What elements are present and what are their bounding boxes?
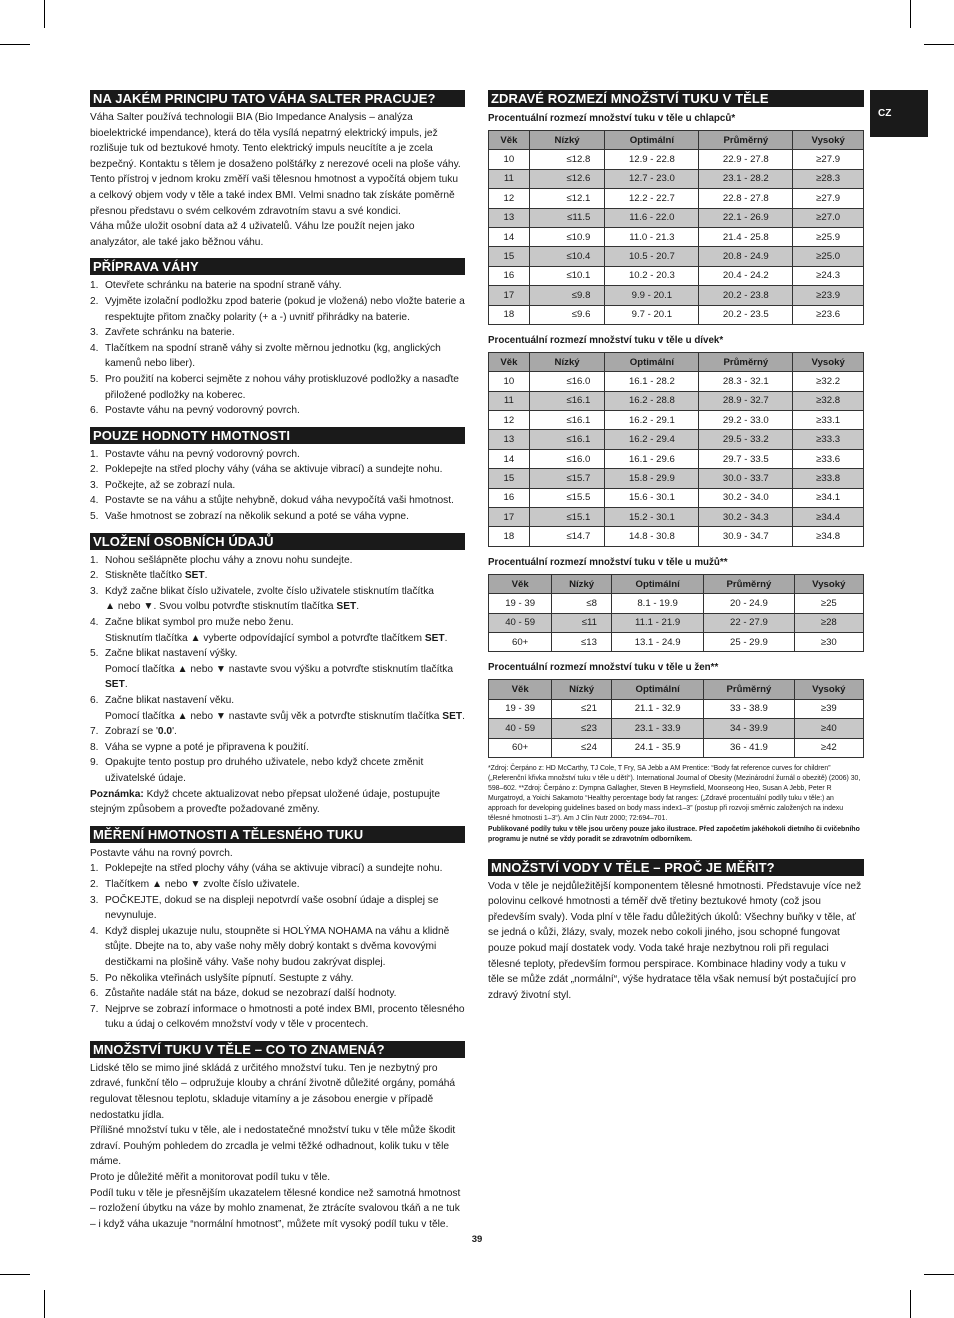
section-heading: MNOŽSTVÍ TUKU V TĚLE – CO TO ZNAMENÁ? xyxy=(90,1041,465,1058)
section-heading: PŘÍPRAVA VÁHY xyxy=(90,258,465,275)
table-row xyxy=(489,738,864,757)
table-title: Procentuální rozmezí množství tuku v těle u dívek* xyxy=(488,334,724,346)
section-preparation xyxy=(90,258,465,418)
table-cell: ≥33.6 xyxy=(793,449,864,468)
table-header-row xyxy=(489,352,864,371)
table-cell: 12.7 - 23.0 xyxy=(605,169,699,188)
table-cell: ≤15.1 xyxy=(529,508,605,527)
table-cell: ≥28 xyxy=(794,613,863,632)
table-cell: 20.8 - 24.9 xyxy=(699,247,793,266)
note: Poznámka: Když chcete aktualizovat nebo přepsat uložené údaje, postupujte stejným způsobem a proveďte požadované změny. xyxy=(90,788,441,816)
table-cell: ≥39 xyxy=(794,699,863,718)
paragraph: Podíl tuku v těle je přesnějším ukazatelem tělesné kondice než samotná hmotnost – rozložení úbytku na váze by mohlo znamenat, že ztrácíte svalovou tkáň a ne tuk – i když váha ukazuje “normální hmotnost”, můžete mít vysoký podíl tuku v těle. xyxy=(90,1187,461,1230)
section-heading: VLOŽENÍ OSOBNÍCH ÚDAJŮ xyxy=(90,533,465,550)
table-cell: 10 xyxy=(489,150,530,169)
table-cell: ≤8 xyxy=(552,594,612,613)
column-header: Vysoký xyxy=(794,680,863,699)
list-item: 1. Postavte váhu na pevný vodorovný povrch. xyxy=(90,448,300,460)
section-heading: MĚŘENÍ HMOTNOSTI A TĚLESNÉHO TUKU xyxy=(90,826,465,843)
table-cell: 9.9 - 20.1 xyxy=(605,286,699,305)
paragraph: Váha Salter používá technologii BIA (Bio Impedance Analysis – analýza bioelektrické impendance), která do těla vysílá nepatrný elektrický impuls, jež rozlišuje tuk od beztukové hmoty. Tento elektrický impuls neucítíte a je zcela bezpečný. Kontaktu s tělem je dosaženo polštářky z nerezové oceli na ploše váhy. xyxy=(90,112,461,170)
list-item: 2. Tlačítkem ▲ nebo ▼ zvolte číslo uživatele. xyxy=(90,878,300,890)
table-cell: 23.1 - 28.2 xyxy=(699,169,793,188)
crop-mark xyxy=(44,1290,45,1318)
column-header: Nízký xyxy=(529,131,605,150)
table-cell: ≥30 xyxy=(794,632,863,651)
column-header: Nízký xyxy=(552,574,612,593)
table-cell: ≤10.4 xyxy=(529,247,605,266)
page-number: 39 xyxy=(471,1234,483,1245)
list-item: 5. Po několika vteřinách uslyšíte pípnutí. Sestupte z váhy. xyxy=(90,972,354,984)
list-item: 5. Pro použití na koberci sejměte z nohou váhy protiskluzové podložky a nasaďte přiložené podložky na koberec. xyxy=(90,373,459,401)
table-row xyxy=(489,719,864,738)
table-row xyxy=(489,508,864,527)
list-item: 1. Otevřete schránku na baterie na spodní straně váhy. xyxy=(90,280,342,292)
table-cell: 17 xyxy=(489,286,530,305)
table-cell: ≤16.1 xyxy=(529,391,605,410)
table-cell: 29.5 - 33.2 xyxy=(699,430,793,449)
list-item: 7. Nejprve se zobrazí informace o hmotnosti a poté index BMI, procento tělesného tuku a údaj o celkovém množství vody v těle v procentech. xyxy=(90,1003,465,1031)
table-cell: ≤12.6 xyxy=(529,169,605,188)
table-cell: ≤11.5 xyxy=(529,208,605,227)
crop-mark xyxy=(0,44,30,45)
list-item: 5. Začne blikat nastavení výšky. Pomocí tlačítka ▲ nebo ▼ nastavte svou výšku a potvrďte stisknutím tlačítka SET. xyxy=(90,648,454,691)
table-cell: ≤23 xyxy=(552,719,612,738)
list-item: 9. Opakujte tento postup pro druhého uživatele, nebo když chcete změnit uživatelské údaje. xyxy=(90,757,424,784)
list-item: 7. Zobrazí se '0.0'. xyxy=(90,726,177,738)
table-cell: 36 - 41.9 xyxy=(704,738,794,757)
table-header-row xyxy=(489,680,864,699)
table-cell: ≥34.1 xyxy=(793,488,864,507)
table-cell: 21.1 - 32.9 xyxy=(611,699,703,718)
list-item: 3. Zavřete schránku na baterie. xyxy=(90,327,235,339)
paragraph: Tento přístroj v jednom kroku změří vaši tělesnou hmotnost a vypočítá objem tuku a celkový objem vody v těle a také index BMI. Velmi snadno tak získáte poměrně přesnou představu o svém celkovém zdravotním stavu a své kondici. xyxy=(90,174,459,217)
table-cell: ≥33.3 xyxy=(793,430,864,449)
left-column xyxy=(90,90,465,1240)
table-cell: ≤9.8 xyxy=(529,286,605,305)
table-cell: 22.8 - 27.8 xyxy=(699,189,793,208)
table-cell: ≥34.8 xyxy=(793,527,864,546)
table-cell: 11 xyxy=(489,169,530,188)
table-row xyxy=(489,372,864,391)
table-cell: 30.0 - 33.7 xyxy=(699,469,793,488)
list-item: 4. Když displej ukazuje nulu, stoupněte si HOLÝMA NOHAMA na váhu a klidně stůjte. Dbejte na to, aby vaše nohy měly dobrý kontakt s dvěma kovovými destičkami na plošině váhy. Vaše nohy budou zakrývat displej. xyxy=(90,925,450,968)
table-cell: 14.8 - 30.8 xyxy=(605,527,699,546)
table-row xyxy=(489,411,864,430)
girls-table xyxy=(488,352,864,547)
table-cell: 20.4 - 24.2 xyxy=(699,266,793,285)
table-row xyxy=(489,305,864,324)
list-item: 4. Začne blikat symbol pro muže nebo ženu. Stisknutím tlačítka ▲ vyberte odpovídající symbol a potvrďte tlačítkem SET. xyxy=(90,617,448,644)
crop-mark xyxy=(44,0,45,28)
table-cell: 11 xyxy=(489,391,530,410)
table-cell: 24.1 - 35.9 xyxy=(611,738,703,757)
list-item: 8. Váha se vypne a poté je připravena k použití. xyxy=(90,741,309,753)
table-cell: ≤13 xyxy=(552,632,612,651)
table-row xyxy=(489,449,864,468)
table-cell: 60+ xyxy=(489,632,552,651)
table-cell: ≥25 xyxy=(794,594,863,613)
table-row xyxy=(489,699,864,718)
table-cell: 16 xyxy=(489,488,530,507)
table-cell: 15 xyxy=(489,247,530,266)
table-cell: ≥23.9 xyxy=(793,286,864,305)
table-row xyxy=(489,169,864,188)
table-cell: 20.2 - 23.8 xyxy=(699,286,793,305)
table-cell: 11.6 - 22.0 xyxy=(605,208,699,227)
table-row xyxy=(489,430,864,449)
table-cell: 33 - 38.9 xyxy=(704,699,794,718)
paragraph: Proto je důležité měřit a monitorovat podíl tuku v těle. xyxy=(90,1172,331,1184)
table-cell: 16 xyxy=(489,266,530,285)
table-cell: ≤9.6 xyxy=(529,305,605,324)
list-item: 2. Stiskněte tlačítko SET. xyxy=(90,570,208,582)
table-cell: 30.2 - 34.0 xyxy=(699,488,793,507)
boys-table xyxy=(488,130,864,325)
list-item: 3. Počkejte, až se zobrazí nula. xyxy=(90,479,236,491)
table-cell: ≥25.9 xyxy=(793,227,864,246)
table-title: Procentuální rozmezí množství tuku v těle u mužů** xyxy=(488,556,728,568)
table-row xyxy=(489,613,864,632)
table-cell: 25 - 29.9 xyxy=(704,632,794,651)
list-item: 4. Tlačítkem na spodní straně váhy si zvolte měrnou jednotku (kg, anglických kamenů nebo liber). xyxy=(90,342,441,370)
table-cell: ≤24 xyxy=(552,738,612,757)
crop-mark xyxy=(924,44,954,45)
table-cell: 20 - 24.9 xyxy=(704,594,794,613)
table-cell: ≥33.1 xyxy=(793,411,864,430)
column-header: Vysoký xyxy=(793,131,864,150)
table-row xyxy=(489,632,864,651)
table-cell: 11.1 - 21.9 xyxy=(611,613,703,632)
column-header: Věk xyxy=(489,131,530,150)
paragraph: Lidské tělo se mimo jiné skládá z určitého množství tuku. Ten je nezbytný pro zdravé, funkční tělo – odpružuje klouby a chrání životně důležité orgány, pomáhá regulovat tělesnou teplotu, skladuje vitamíny a je zásobou energie v případě nedostatku jídla. xyxy=(90,1062,456,1121)
table-cell: 40 - 59 xyxy=(489,719,552,738)
table-cell: 15.2 - 30.1 xyxy=(605,508,699,527)
table-cell: 13 xyxy=(489,208,530,227)
table-cell: 19 - 39 xyxy=(489,699,552,718)
table-cell: ≤15.5 xyxy=(529,488,605,507)
table-cell: 18 xyxy=(489,527,530,546)
column-header: Průměrný xyxy=(704,680,794,699)
table-cell: 15.8 - 29.9 xyxy=(605,469,699,488)
table-cell: ≤12.1 xyxy=(529,189,605,208)
table-cell: ≤10.1 xyxy=(529,266,605,285)
table-cell: ≤14.7 xyxy=(529,527,605,546)
table-cell: 9.7 - 20.1 xyxy=(605,305,699,324)
column-header: Optimální xyxy=(605,352,699,371)
table-cell: 15 xyxy=(489,469,530,488)
table-cell: 13 xyxy=(489,430,530,449)
table-cell: ≥25.0 xyxy=(793,247,864,266)
table-cell: 10.5 - 20.7 xyxy=(605,247,699,266)
section-body-fat xyxy=(90,1041,465,1233)
list-item: 6. Zůstaňte nadále stát na báze, dokud se nezobrazí další hodnoty. xyxy=(90,988,397,1000)
table-cell: 28.9 - 32.7 xyxy=(699,391,793,410)
list-item: 5. Vaše hmotnost se zobrazí na několik sekund a poté se váha vypne. xyxy=(90,511,409,523)
table-cell: 12.2 - 22.7 xyxy=(605,189,699,208)
table-row xyxy=(489,266,864,285)
table-cell: 12 xyxy=(489,189,530,208)
list-item: 4. Postavte se na váhu a stůjte nehybně, dokud váha nevypočítá vaši hmotnost. xyxy=(90,495,454,507)
table-cell: ≥40 xyxy=(794,719,863,738)
table-row xyxy=(489,594,864,613)
table-cell: ≥32.8 xyxy=(793,391,864,410)
table-row xyxy=(489,189,864,208)
table-cell: ≤16.1 xyxy=(529,411,605,430)
table-row xyxy=(489,150,864,169)
crop-mark xyxy=(924,1274,954,1275)
table-row xyxy=(489,469,864,488)
paragraph: Postavte váhu na rovný povrch. xyxy=(90,847,233,859)
column-header: Optimální xyxy=(611,574,703,593)
language-tab xyxy=(870,90,928,137)
section-principle xyxy=(90,90,465,250)
table-cell: ≥23.6 xyxy=(793,305,864,324)
column-header: Optimální xyxy=(605,131,699,150)
table-cell: 22 - 27.9 xyxy=(704,613,794,632)
table-cell: 10 xyxy=(489,372,530,391)
table-cell: ≥34.4 xyxy=(793,508,864,527)
table-cell: ≤21 xyxy=(552,699,612,718)
table-cell: 16.2 - 28.8 xyxy=(605,391,699,410)
table-row xyxy=(489,391,864,410)
table-cell: 29.7 - 33.5 xyxy=(699,449,793,468)
table-cell: 22.9 - 27.8 xyxy=(699,150,793,169)
table-cell: 22.1 - 26.9 xyxy=(699,208,793,227)
table-cell: 60+ xyxy=(489,738,552,757)
women-table xyxy=(488,679,864,758)
section-personal-data xyxy=(90,533,465,818)
table-cell: 12 xyxy=(489,411,530,430)
paragraph: Váha může uložit osobní data až 4 uživatelů. Váhu lze použít nejen jako analyzátor, ale také jako běžnou váhu. xyxy=(90,221,415,248)
section-heading: POUZE HODNOTY HMOTNOSTI xyxy=(90,427,465,444)
section-weight-only xyxy=(90,427,465,525)
table-cell: ≤10.9 xyxy=(529,227,605,246)
column-header: Věk xyxy=(489,352,530,371)
table-header-row xyxy=(489,574,864,593)
column-header: Optimální xyxy=(611,680,703,699)
table-cell: ≥28.3 xyxy=(793,169,864,188)
table-cell: ≤12.8 xyxy=(529,150,605,169)
section-heading: MNOŽSTVÍ VODY V TĚLE – PROČ JE MĚŘIT? xyxy=(488,859,864,876)
table-cell: 8.1 - 19.9 xyxy=(611,594,703,613)
table-cell: ≤16.0 xyxy=(529,449,605,468)
column-header: Průměrný xyxy=(704,574,794,593)
list-item: 6. Začne blikat nastavení věku. Pomocí tlačítka ▲ nebo ▼ nastavte svůj věk a potvrďte stisknutím tlačítka SET. xyxy=(90,695,465,722)
table-title: Procentuální rozmezí množství tuku v těle u žen** xyxy=(488,662,719,674)
table-row xyxy=(489,286,864,305)
table-cell: 16.2 - 29.4 xyxy=(605,430,699,449)
table-cell: 16.1 - 28.2 xyxy=(605,372,699,391)
column-header: Vysoký xyxy=(794,574,863,593)
source-note: *Zdroj: Čerpáno z: HD McCarthy, TJ Cole, T Fry, SA Jebb a AM Prentice: “Body fat reference curves for children” („Referenční křivka množství tuku v těle u dětí“). International Journal of Obesity (Mezinárodní žurnál o obezitě) (2006) 30, 598–602. **Zdroj: Čerpáno z: Dympna Gallagher, Steven B Heymsfield, Moonseong Heo, Susan A Jebb, Peter R Murgatroyd, a Yoichi Sakamoto “Healthy percentage body fat ranges: („Zdravé procentuální podíly tuku v těle:) an approach for developing guidelines based on body mass index1–3” (postup při rozvoji směrnic založených na indexu tělesné hmotnosti 1–3“). Am J Clin Nutr 2000; 72:694–701. Publikované podíly tuku v těle jsou určeny pouze jako ilustrace. Před započetím jakéhokoli dietního či cvičebního programu je nutné se vždy poradit se zdravotním odborníkem. xyxy=(488,764,861,843)
table-cell: 21.4 - 25.8 xyxy=(699,227,793,246)
section-heading: NA JAKÉM PRINCIPU TATO VÁHA SALTER PRACUJE? xyxy=(90,90,465,107)
paragraph: Voda v těle je nejdůležitější komponentem tělesné hmotnosti. Představuje více než polovinu celkové hmotnosti a téměř dvě třetiny beztukové hmoty (což jsou především svaly). Voda plní v těle řadu důležitých úkolů: Všechny buňky v těle, ať se jedná o kůži, žlázy, svaly, mozek nebo cokoli jiného, jsou schopné fungovat pouze pokud mají dostatek vody. Voda také hraje nezbytnou roli při regulaci tělesné teploty, především formou perspirace. Kombinace hladiny vody a tuku v těle se může zdát „normální“, výše hydratace těla však nemusí být postačující pro zdravý životní styl. xyxy=(488,880,862,1001)
crop-mark xyxy=(910,0,911,28)
table-row xyxy=(489,527,864,546)
table-cell: 29.2 - 33.0 xyxy=(699,411,793,430)
table-row xyxy=(489,488,864,507)
table-cell: 34 - 39.9 xyxy=(704,719,794,738)
table-cell: ≥27.9 xyxy=(793,150,864,169)
table-cell: ≥32.2 xyxy=(793,372,864,391)
table-cell: 14 xyxy=(489,449,530,468)
table-header-row xyxy=(489,131,864,150)
column-header: Nízký xyxy=(529,352,605,371)
table-cell: 30.2 - 34.3 xyxy=(699,508,793,527)
column-header: Průměrný xyxy=(699,352,793,371)
table-row xyxy=(489,247,864,266)
table-cell: 16.2 - 29.1 xyxy=(605,411,699,430)
table-cell: 18 xyxy=(489,305,530,324)
table-cell: 15.6 - 30.1 xyxy=(605,488,699,507)
table-cell: 10.2 - 20.3 xyxy=(605,266,699,285)
table-cell: 14 xyxy=(489,227,530,246)
language-tab-label: CZ xyxy=(878,107,892,119)
column-header: Nízký xyxy=(552,680,612,699)
table-row xyxy=(489,227,864,246)
crop-mark xyxy=(0,1274,30,1275)
list-item: 2. Vyjměte izolační podložku zpod baterie (pokud je vložená) nebo vložte baterie a respektujte přitom značky polarity (+ a -) uvnitř přihrádky na baterie. xyxy=(90,295,465,323)
section-measuring xyxy=(90,826,465,1033)
table-cell: 13.1 - 24.9 xyxy=(611,632,703,651)
table-cell: ≤15.7 xyxy=(529,469,605,488)
paragraph: Přílišné množství tuku v těle, ale i nedostatečné množství tuku v těle může škodit zdraví. Pouhým pohledem do zrcadla je velmi těžké odhadnout, kolik tuku v těle máme. xyxy=(90,1125,456,1168)
table-cell: 12.9 - 22.8 xyxy=(605,150,699,169)
column-header: Vysoký xyxy=(793,352,864,371)
table-cell: ≤16.1 xyxy=(529,430,605,449)
table-cell: ≥27.0 xyxy=(793,208,864,227)
list-item: 1. Nohou sešlápněte plochu váhy a znovu nohu sundejte. xyxy=(90,554,353,566)
table-cell: ≤16.0 xyxy=(529,372,605,391)
column-header: Věk xyxy=(489,680,552,699)
table-cell: ≥42 xyxy=(794,738,863,757)
table-cell: ≥24.3 xyxy=(793,266,864,285)
right-column xyxy=(488,90,864,1003)
list-item: 2. Poklepejte na střed plochy váhy (váha se aktivuje vibrací) a sundejte nohu. xyxy=(90,464,443,476)
table-cell: 11.0 - 21.3 xyxy=(605,227,699,246)
list-item: 3. Když začne blikat číslo uživatele, zvolte číslo uživatele stisknutím tlačítka ▲ nebo ▼. Svou volbu potvrďte stisknutím tlačítka SET. xyxy=(90,585,434,613)
table-title: Procentuální rozmezí množství tuku v těle u chlapců* xyxy=(488,113,736,124)
list-item: 6. Postavte váhu na pevný vodorovný povrch. xyxy=(90,405,300,417)
table-cell: ≥33.8 xyxy=(793,469,864,488)
column-header: Věk xyxy=(489,574,552,593)
table-cell: 17 xyxy=(489,508,530,527)
table-cell: 16.1 - 29.6 xyxy=(605,449,699,468)
table-cell: ≥27.9 xyxy=(793,189,864,208)
table-row xyxy=(489,208,864,227)
table-cell: 28.3 - 32.1 xyxy=(699,372,793,391)
list-item: 1. Poklepejte na střed plochy váhy (váha se aktivuje vibrací) a sundejte nohu. xyxy=(90,863,443,875)
table-cell: 20.2 - 23.5 xyxy=(699,305,793,324)
table-cell: ≤11 xyxy=(552,613,612,632)
table-cell: 23.1 - 33.9 xyxy=(611,719,703,738)
list-item: 3. POČKEJTE, dokud se na displeji nepotvrdí vaše osobní údaje a displej se nevynuluje. xyxy=(90,894,439,922)
table-cell: 40 - 59 xyxy=(489,613,552,632)
crop-mark xyxy=(910,1290,911,1318)
table-cell: 19 - 39 xyxy=(489,594,552,613)
men-table xyxy=(488,574,864,653)
table-cell: 30.9 - 34.7 xyxy=(699,527,793,546)
section-heading: ZDRAVÉ ROZMEZÍ MNOŽSTVÍ TUKU V TĚLE xyxy=(488,90,864,107)
column-header: Průměrný xyxy=(699,131,793,150)
